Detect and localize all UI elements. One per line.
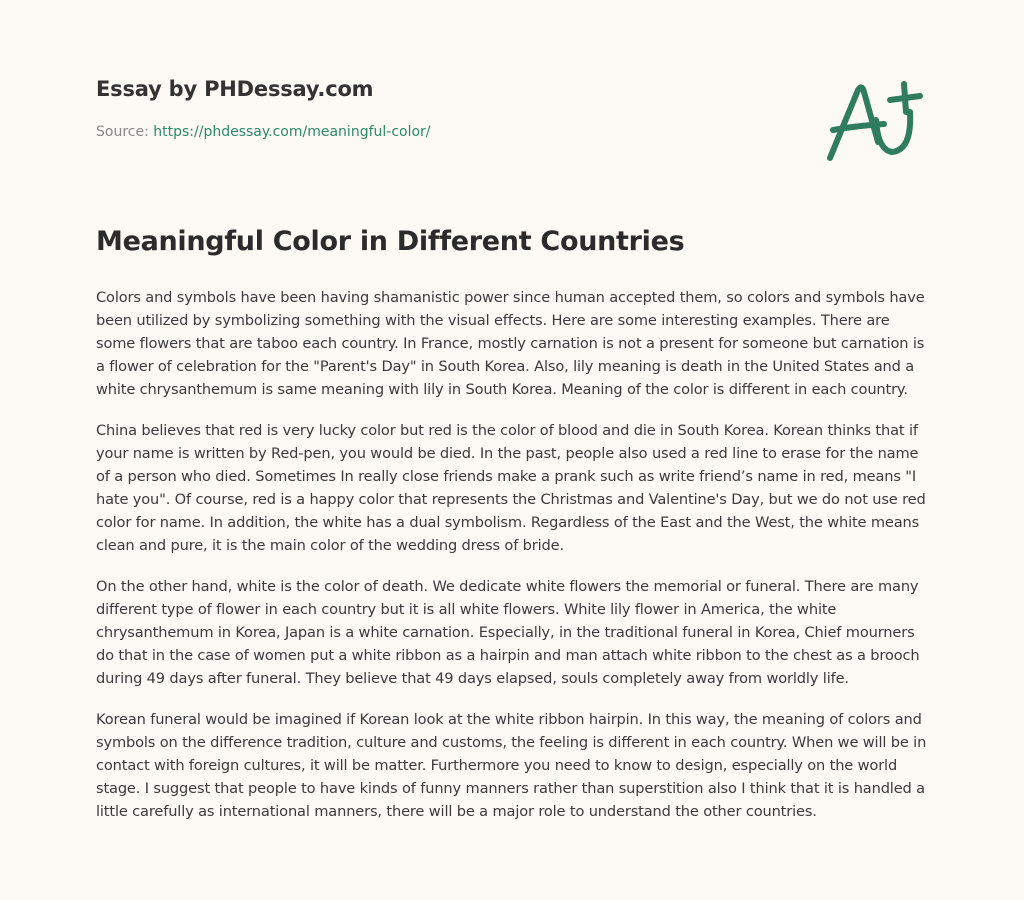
paragraph: Korean funeral would be imagined if Korean look at the white ribbon hairpin. In this way, the meaning of colors and symbols on the difference tradition, culture and customs, the feeling is different in each country. When we will be in contact with foreign cultures, it will be matter. Furthermore you need to know to design, especially on the world stage. I suggest that people to have kinds of funny manners rather than superstition also I think that it is handled a little carefully as international manners, there will be a major role to understand the other countries.	[96, 711, 927, 820]
article-title: Meaningful Color in Different Countries	[96, 226, 685, 257]
source-line	[96, 124, 431, 140]
a-plus-logo-icon	[820, 70, 930, 170]
source-link[interactable]: https://phdessay.com/meaningful-color/	[153, 124, 431, 140]
site-title: Essay by PHDessay.com	[96, 77, 374, 101]
paragraph: Colors and symbols have been having shamanistic power since human accepted them, so colors and symbols have been utilized by symbolizing something with the visual effects. Here are some interesting examples. There are some flowers that are taboo each country. In France, mostly carnation is not a present for someone but carnation is a flower of celebration for the "Parent's Day" in South Korea. Also, lily meaning is death in the United States and a white chrysanthemum is same meaning with lily in South Korea. Meaning of the color is different in each country.	[96, 289, 925, 398]
paragraph: On the other hand, white is the color of death. We dedicate white flowers the memorial or funeral. There are many different type of flower in each country but it is all white flowers. White lily flower in America, the white chrysanthemum in Korea, Japan is a white carnation. Especially, in the traditional funeral in Korea, Chief mourners do that in the case of women put a white ribbon as a hairpin and man attach white ribbon to the chest as a brooch during 49 days after funeral. They believe that 49 days elapsed, souls completely away from worldly life.	[96, 578, 920, 687]
paragraph: China believes that red is very lucky color but red is the color of blood and die in South Korea. Korean thinks that if your name is written by Red-pen, you would be died. In the past, people also used a red line to erase for the name of a person who died. Sometimes In really close friends make a prank such as write friend’s name in red, means "I hate you". Of course, red is a happy color that represents the Christmas and Valentine's Day, but we do not use red color for name. In addition, the white has a dual symbolism. Regardless of the East and the West, the white means clean and pure, it is the main color of the wedding dress of bride.	[96, 422, 926, 554]
source-label: Source:	[96, 124, 149, 140]
article-body	[96, 286, 932, 841]
